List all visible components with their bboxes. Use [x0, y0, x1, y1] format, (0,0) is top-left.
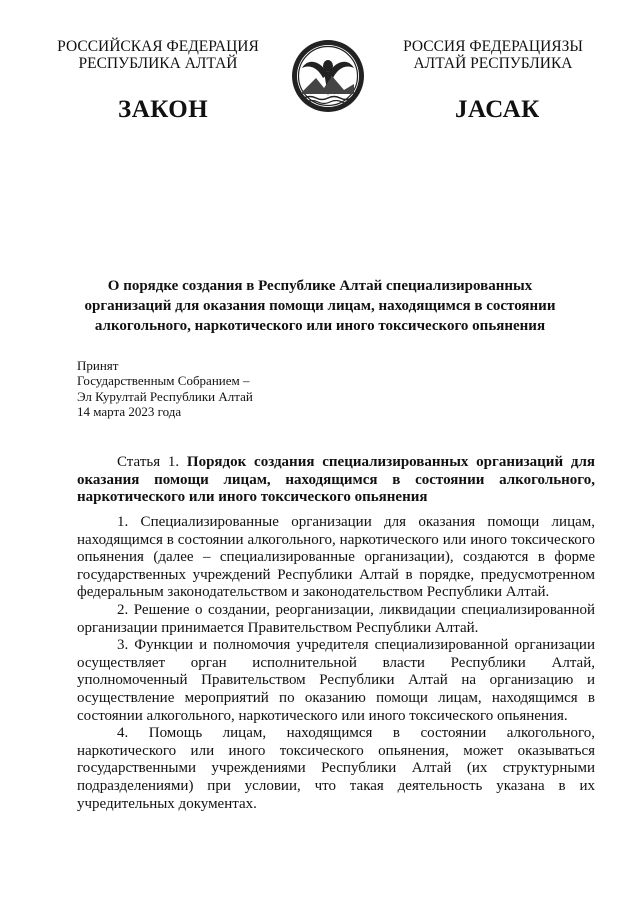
header-right-line2: АЛТАЙ РЕСПУБЛИКА — [413, 55, 573, 72]
paragraph-1: 1. Специализированные организации для оказания помощи лицам, находящимся в состоянии алкогольного, наркотического или иного токсического опьянения (далее – специализированные организации), создаются в форме государственных учреждений Республики Алтай в порядке, предусмотренном федеральным законодательством и законодательством Республики Алтай. — [77, 514, 595, 601]
law-title: О порядке создания в Республике Алтай специализированных организаций для оказания помощи лицам, находящимся в состоянии алкогольного, наркотического или иного токсического опьянения — [84, 278, 556, 334]
header-left-line2: РЕСПУБЛИКА АЛТАЙ — [78, 55, 238, 72]
coat-of-arms-icon — [290, 38, 366, 114]
header-left — [40, 38, 276, 72]
header-right — [382, 38, 604, 72]
paragraph-4: 4. Помощь лицам, находящимся в состоянии алкогольного, наркотического или иного токсического опьянения, может оказываться государственными учреждениями Республики Алтай (их структурными подразделениями) при условии, что такая деятельность указана в их учредительных документах. — [77, 725, 595, 812]
header-right-line1: РОССИЯ ФЕДЕРАЦИЯЗЫ — [403, 38, 583, 55]
article-title: Порядок создания специализированных организаций для оказания помощи лицам, находящимся в состоянии алкогольного, наркотического или иного токсического опьянения — [77, 454, 595, 506]
article-1-heading — [77, 454, 595, 507]
paragraph-2: 2. Решение о создании, реорганизации, ликвидации специализированной организации принимается Правительством Республики Алтай. — [77, 601, 595, 636]
doc-type-russian: ЗАКОН — [118, 96, 209, 123]
adoption-line-1: Принят — [77, 358, 119, 373]
adoption-line-3: Эл Курултай Республики Алтай — [77, 388, 253, 404]
doc-type-altai: JАСАК — [455, 96, 540, 123]
adoption-line-2: Государственным Собранием – — [77, 373, 250, 389]
paragraph-3: 3. Функции и полномочия учредителя специализированной организации осуществляет орган исполнительной власти Республики Алтай, уполномоченный Правительством Республики Алтай на организацию и осуществление мероприятий по оказанию помощи лицам, находящимся в состоянии алкогольного, наркотического или иного токсического опьянения. — [77, 637, 595, 724]
header-left-line1: РОССИЙСКАЯ ФЕДЕРАЦИЯ — [57, 38, 259, 55]
adoption-block — [77, 358, 253, 419]
adoption-date: 14 марта 2023 года — [77, 403, 182, 419]
article-label: Статья 1. — [117, 454, 187, 470]
article-1-body — [77, 514, 595, 813]
